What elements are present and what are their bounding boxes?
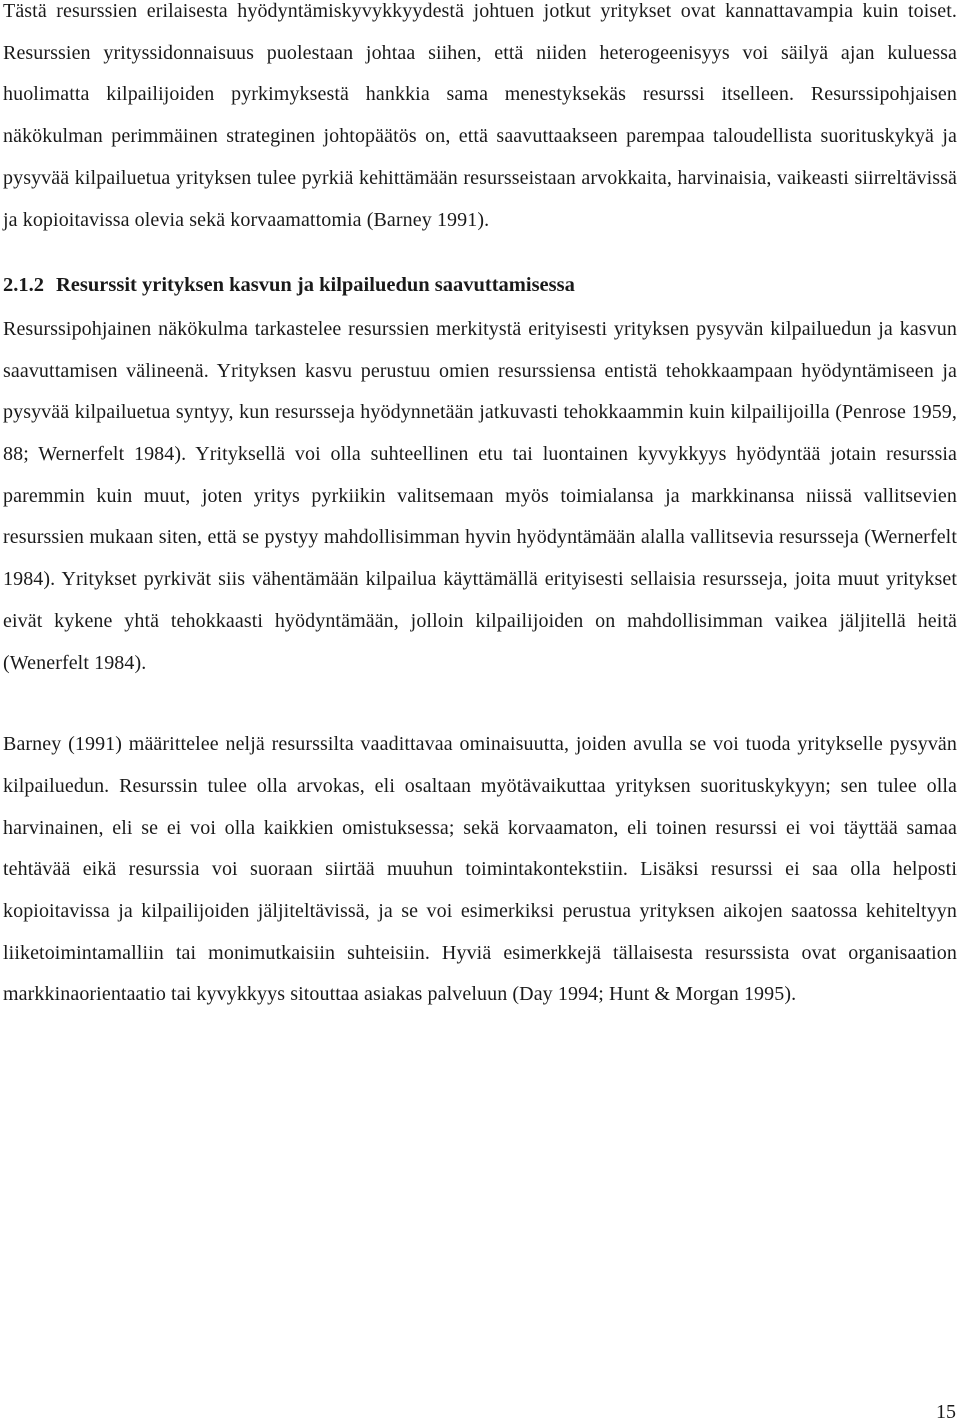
section-heading xyxy=(3,265,957,307)
page-number: 15 xyxy=(936,1401,956,1423)
paragraph-barney: Barney (1991) määrittelee neljä resurssilta vaadittavaa ominaisuutta, joiden avulla se voi tuoda yritykselle pysyvän kilpailuedun. Resurssin tulee olla arvokas, eli osaltaan myötävaikuttaa yrityksen suorituskykyyn; sen tulee olla harvinainen, eli se ei voi olla kaikkien omistuksessa; sekä korvaamaton, eli toinen resurssi ei voi täyttää samaa tehtävää eikä resurssia voi suoraan siirtää muuhun toimintakontekstiin. Lisäksi resurssi ei saa olla helposti kopioitavissa ja kilpailijoiden jäljiteltävissä, ja se voi esimerkiksi perustua yrityksen aikojen saatossa kehiteltyyn liiketoimintamalliin tai monimutkaisiin suhteisiin. Hyviä esimerkkejä tällaisesta resurssista ovat organisaation markkinaorientaatio tai kyvykkyys sitouttaa asiakas palveluun (Day 1994; Hunt & Morgan 1995). xyxy=(3,733,957,1006)
section-number: 2.1.2 xyxy=(3,274,44,297)
document-page xyxy=(3,0,957,1016)
paragraph-growth: Resurssipohjainen näkökulma tarkastelee resurssien merkitystä erityisesti yrityksen pysyvän kilpailuedun ja kasvun saavuttamisen välineenä. Yrityksen kasvu perustuu omien resurssiensa entistä tehokkaampaan hyödyntämiseen ja pysyvää kilpailuetua syntyy, kun resursseja hyödynnetään jatkuvasti tehokkaammin kuin kilpailijoilla (Penrose 1959, 88; Wernerfelt 1984). Yrityksellä voi olla suhteellinen etu tai luontainen kyvykkyys hyödyntää jotain resurssia paremmin kuin muut, joten yritys pyrkiikin valitsemaan myös toimialansa ja markkinansa niissä vallitsevien resurssien mukaan siten, että se pystyy mahdollisimman hyvin hyödyntämään alalla vallitsevia resursseja (Wernerfelt 1984). Yritykset pyrkivät siis vähentämään kilpailua käyttämällä erityisesti sellaisia resursseja, joita muut yritykset eivät kykene yhtä tehokkaasti hyödyntämään, jolloin kilpailijoiden on mahdollisimman vaikea jäljitellä heitä (Wenerfelt 1984). xyxy=(3,317,957,674)
paragraph-intro: Tästä resurssien erilaisesta hyödyntämiskyvykkyydestä johtuen jotkut yritykset ovat kannattavampia kuin toiset. Resurssien yrityssidonnaisuus puolestaan johtaa siihen, että niiden heterogeenisyys voi säilyä ajan kuluessa huolimatta kilpailijoiden pyrkimyksestä hankkia sama menestyksekäs resurssi itselleen. Resurssipohjaisen näkökulman perimmäinen strateginen johtopäätös on, että saavuttaakseen parempaa taloudellista suorituskykyä ja pysyvää kilpailuetua yrityksen tulee pyrkiä kehittämään resursseistaan arvokkaita, harvinaisia, vaikeasti siirreltävissä ja kopioitavissa olevia sekä korvaamattomia (Barney 1991). xyxy=(3,0,957,231)
section-title: Resurssit yrityksen kasvun ja kilpailuedun saavuttamisessa xyxy=(56,274,575,297)
